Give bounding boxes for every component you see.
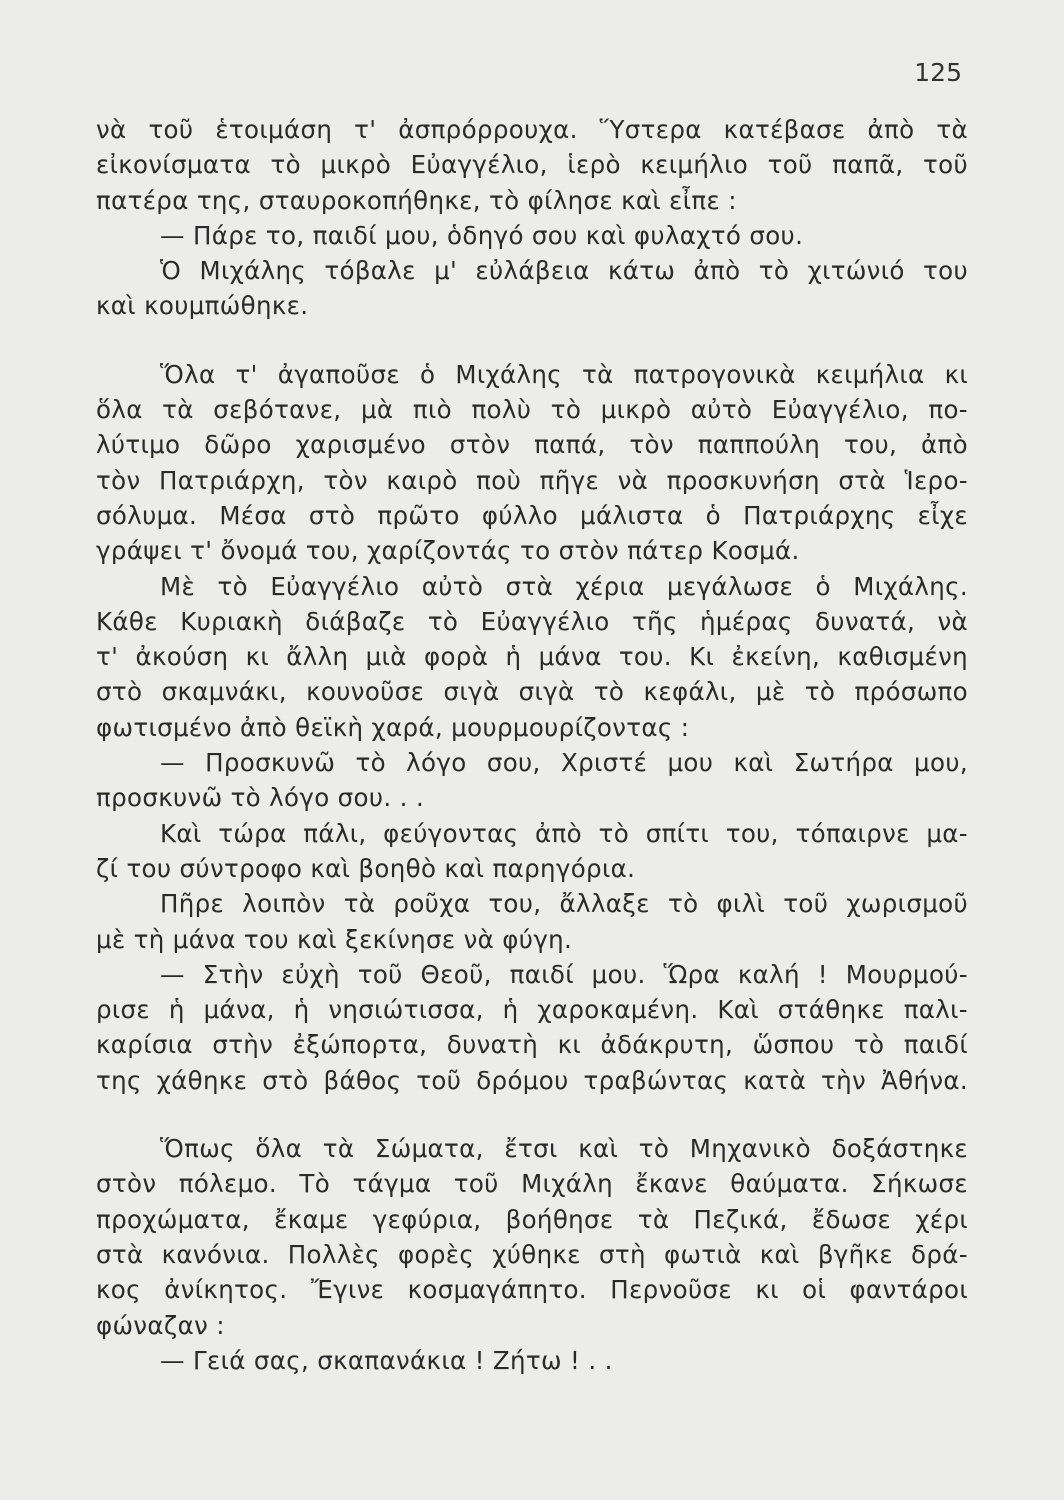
text-line: — Γειά σας, σκαπανάκια ! Ζήτω ! . .	[160, 1345, 613, 1375]
text-line: γράψει τ' ὄνομά του, χαρίζοντάς το στὸν πάτερ Κοσμά.	[96, 536, 800, 566]
text-line: προχώματα, ἔκαμε γεφύρια, βοήθησε τὰ Πεζικά, ἔδωσε χέρι	[96, 1204, 968, 1234]
text-line: Ὅπως ὅλα τὰ Σώματα, ἔτσι καὶ τὸ Μηχανικὸ δοξάστηκε	[160, 1134, 968, 1164]
text-line: Ὁ Μιχάλης τόβαλε μ' εὐλάβεια κάτω ἀπὸ τὸ χιτώνιό του	[160, 256, 968, 286]
text-line: ρισε ἡ μάνα, ἡ νησιώτισσα, ἡ χαροκαμένη. Καὶ στάθηκε παλι-	[96, 995, 968, 1025]
text-line: — Στὴν εὐχὴ τοῦ Θεοῦ, παιδί μου. Ὥρα καλή ! Μουρμού-	[160, 959, 968, 989]
text-line: στὸν πόλεμο. Τὸ τάγμα τοῦ Μιχάλη ἔκανε θαύματα. Σήκωσε	[96, 1169, 968, 1199]
text-line: φώναζαν :	[96, 1310, 225, 1340]
text-line: τὸν Πατριάρχη, τὸν καιρὸ ποὺ πῆγε νὰ προσκυνήση στὰ Ἱερο-	[96, 465, 968, 495]
text-line: Μὲ τὸ Εὐαγγέλιο αὐτὸ στὰ χέρια μεγάλωσε ὁ Μιχάλης.	[160, 571, 968, 601]
text-line: Κάθε Κυριακὴ διάβαζε τὸ Εὐαγγέλιο τῆς ἡμέρας δυνατά, νὰ	[96, 606, 968, 636]
text-line: της χάθηκε στὸ βάθος τοῦ δρόμου τραβώντας κατὰ τὴν Ἀθήνα.	[96, 1065, 968, 1095]
text-line: — Πάρε το, παιδί μου, ὁδηγό σου καὶ φυλαχτό σου.	[160, 220, 804, 250]
text-line: κος ἀνίκητος. Ἔγινε κοσμαγάπητο. Περνοῦσε κι οἱ φαντάροι	[96, 1275, 968, 1305]
text-line: στὸ σκαμνάκι, κουνοῦσε σιγὰ σιγὰ τὸ κεφάλι, μὲ τὸ πρόσωπο	[96, 677, 968, 707]
text-line: λύτιμο δῶρο χαρισμένο στὸν παπά, τὸν παππούλη του, ἀπὸ	[96, 430, 968, 460]
text-line: νὰ τοῦ ἑτοιμάση τ' ἀσπρόρρουχα. Ὕστερα κατέβασε ἀπὸ τὰ	[96, 115, 968, 144]
text-line: Ὅλα τ' ἀγαποῦσε ὁ Μιχάλης τὰ πατρογονικὰ κειμήλια κι	[160, 359, 968, 389]
text-line: καὶ κουμπώθηκε.	[96, 291, 309, 321]
text-line: πατέρα της, σταυροκοπήθηκε, τὸ φίλησε καὶ εἶπε :	[96, 185, 737, 215]
text-line: τ' ἀκούση κι ἄλλη μιὰ φορὰ ἡ μάνα του. Κι ἐκείνη, καθισμένη	[96, 642, 968, 672]
text-line: ζί του σύντροφο καὶ βοηθὸ καὶ παρηγόρια.	[96, 853, 636, 883]
paragraph-gap	[96, 1098, 968, 1131]
text-line: μὲ τὴ μάνα του καὶ ξεκίνησε νὰ φύγη.	[96, 924, 573, 954]
text-line: στὰ κανόνια. Πολλὲς φορὲς χύθηκε στὴ φωτιὰ καὶ βγῆκε δρά-	[96, 1239, 968, 1269]
text-line: Καὶ τώρα πάλι, φεύγοντας ἀπὸ τὸ σπίτι του, τόπαιρνε μα-	[160, 818, 968, 848]
page-number: 125	[914, 58, 962, 87]
text-line: σόλυμα. Μέσα στὸ πρῶτο φύλλο μάλιστα ὁ Πατριάρχης εἶχε	[96, 500, 968, 530]
body-text	[96, 112, 968, 1378]
text-line: προσκυνῶ τὸ λόγο σου. . .	[96, 783, 425, 813]
text-line: — Προσκυνῶ τὸ λόγο σου, Χριστέ μου καὶ Σωτήρα μου,	[160, 748, 968, 778]
text-line: Πῆρε λοιπὸν τὰ ροῦχα του, ἄλλαξε τὸ φιλὶ τοῦ χωρισμοῦ	[160, 889, 968, 919]
text-line: ὅλα τὰ σεβότανε, μὰ πιὸ πολὺ τὸ μικρὸ αὐτὸ Εὐαγγέλιο, πο-	[96, 395, 968, 425]
text-line: φωτισμένο ἀπὸ θεϊκὴ χαρά, μουρμουρίζοντας :	[96, 712, 690, 742]
paragraph-gap	[96, 324, 968, 357]
text-line: καρίσια στὴν ἐξώπορτα, δυνατὴ κι ἀδάκρυτη, ὥσπου τὸ παιδί	[96, 1030, 968, 1060]
text-line: εἰκονίσματα τὸ μικρὸ Εὐαγγέλιο, ἱερὸ κειμήλιο τοῦ παπᾶ, τοῦ	[96, 150, 968, 180]
